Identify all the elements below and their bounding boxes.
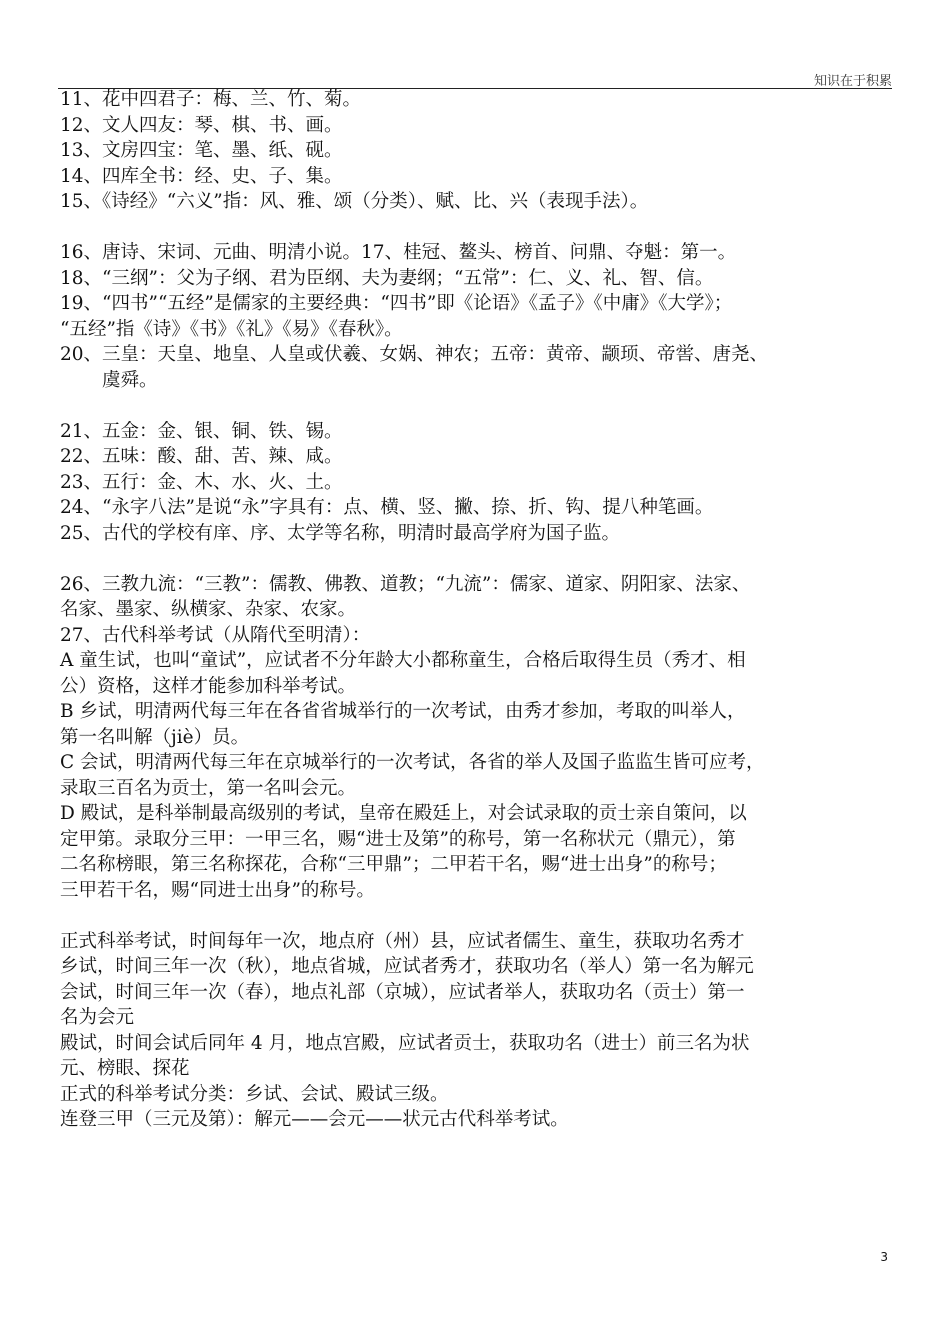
text-line: 定甲第。录取分三甲：一甲三名，赐“进士及第”的称号，第一名称状元（鼎元），第: [60, 828, 736, 850]
paragraph-gap: [60, 546, 892, 572]
text-line: 25、古代的学校有庠、序、太学等名称，明清时最高学府为国子监。: [60, 522, 621, 544]
text-line: 12、文人四友：琴、棋、书、画。: [60, 114, 343, 136]
text-line: 18、“三纲”：父为子纲、君为臣纲、夫为妻纲；“五常”：仁、义、礼、智、信。: [60, 267, 714, 289]
text-line: A 童生试，也叫“童试”，应试者不分年龄大小都称童生，合格后取得生员（秀才、相: [60, 650, 746, 671]
text-line: “五经”指《诗》《书》《礼》《易》《春秋》。: [60, 318, 403, 340]
text-line: 会试，时间三年一次（春），地点礼部（京城），应试者举人，获取功名（贡士）第一: [60, 981, 745, 1003]
text-line: 27、古代科举考试（从隋代至明清）：: [60, 624, 371, 646]
text-line: 名为会元: [60, 1007, 135, 1028]
text-line: 第一名叫解（jiè）员。: [60, 726, 250, 748]
text-line: 殿试，时间会试后同年 4 月，地点宫殿，应试者贡士，获取功名（进士）前三名为状: [60, 1032, 750, 1054]
page-number: 3: [880, 1250, 888, 1264]
text-line: 录取三百名为贡士，第一名叫会元。: [60, 777, 357, 799]
text-line: 公）资格，这样才能参加科举考试。: [60, 675, 357, 697]
text-line: C 会试，明清两代每三年在京城举行的一次考试，各省的举人及国子监监生皆可应考，: [60, 752, 765, 773]
text-line: 19、“四书”“五经”是儒家的主要经典：“四书”即《论语》《孟子》《中庸》《大学》；: [60, 293, 733, 314]
text-line: 乡试，时间三年一次（秋），地点省城，应试者秀才，获取功名（举人）第一名为解元: [60, 956, 754, 977]
text-line: 正式科举考试，时间每年一次，地点府（州）县，应试者儒生、童生，获取功名秀才: [60, 930, 745, 952]
text-line: 22、五味：酸、甜、苦、辣、咸。: [60, 446, 343, 467]
text-line: 16、唐诗、宋词、元曲、明清小说。17、桂冠、鳌头、榜首、问鼎、夺魁：第一。: [60, 242, 737, 263]
text-line: 20、三皇：天皇、地皇、人皇或伏羲、女娲、神农；五帝：黄帝、颛顼、帝喾、唐尧、: [60, 344, 769, 365]
paragraph-gap: [60, 393, 892, 419]
text-line: 21、五金：金、银、铜、铁、锡。: [60, 420, 343, 442]
text-line: 三甲若干名，赐“同进士出身”的称号。: [60, 879, 375, 901]
text-line: D 殿试，是科举制最高级别的考试，皇帝在殿廷上，对会试录取的贡士亲自策问，以: [60, 803, 747, 824]
text-line: 26、三教九流：“三教”：儒教、佛教、道教；“九流”：儒家、道家、阴阳家、法家、: [60, 573, 751, 595]
text-line: 11、花中四君子：梅、兰、竹、菊。: [60, 89, 362, 110]
running-header: 知识在于积累: [813, 74, 892, 89]
text-line: 元、榜眼、探花: [60, 1058, 190, 1079]
text-line: 14、四库全书：经、史、子、集。: [60, 165, 343, 187]
text-line: 24、“永字八法”是说“永”字具有：点、横、竖、撇、捺、折、钩、提八种笔画。: [60, 497, 714, 518]
text-line: 二名称榜眼，第三名称探花，合称“三甲鼎”；二甲若干名，赐“进士出身”的称号；: [60, 854, 727, 875]
text-line: 名家、墨家、纵横家、杂家、农家。: [60, 599, 357, 620]
text-line: 正式的科举考试分类：乡试、会试、殿试三级。: [60, 1083, 449, 1105]
paragraph-gap: [60, 215, 892, 241]
text-line: B 乡试，明清两代每三年在各省省城举行的一次考试，由秀才参加，考取的叫举人，: [60, 701, 746, 722]
text-line: 23、五行：金、木、水、火、土。: [60, 471, 343, 493]
text-line: 13、文房四宝：笔、墨、纸、砚。: [60, 140, 343, 161]
text-line: 连登三甲（三元及第）：解元——会元——状元古代科举考试。: [60, 1109, 569, 1130]
text-line: 15、《诗经》“六义”指：风、雅、颂（分类）、赋、比、兴（表现手法）。: [60, 191, 649, 212]
paragraph-gap: [60, 903, 892, 929]
document-body: [60, 87, 892, 1133]
text-line: 虞舜。: [102, 369, 158, 391]
